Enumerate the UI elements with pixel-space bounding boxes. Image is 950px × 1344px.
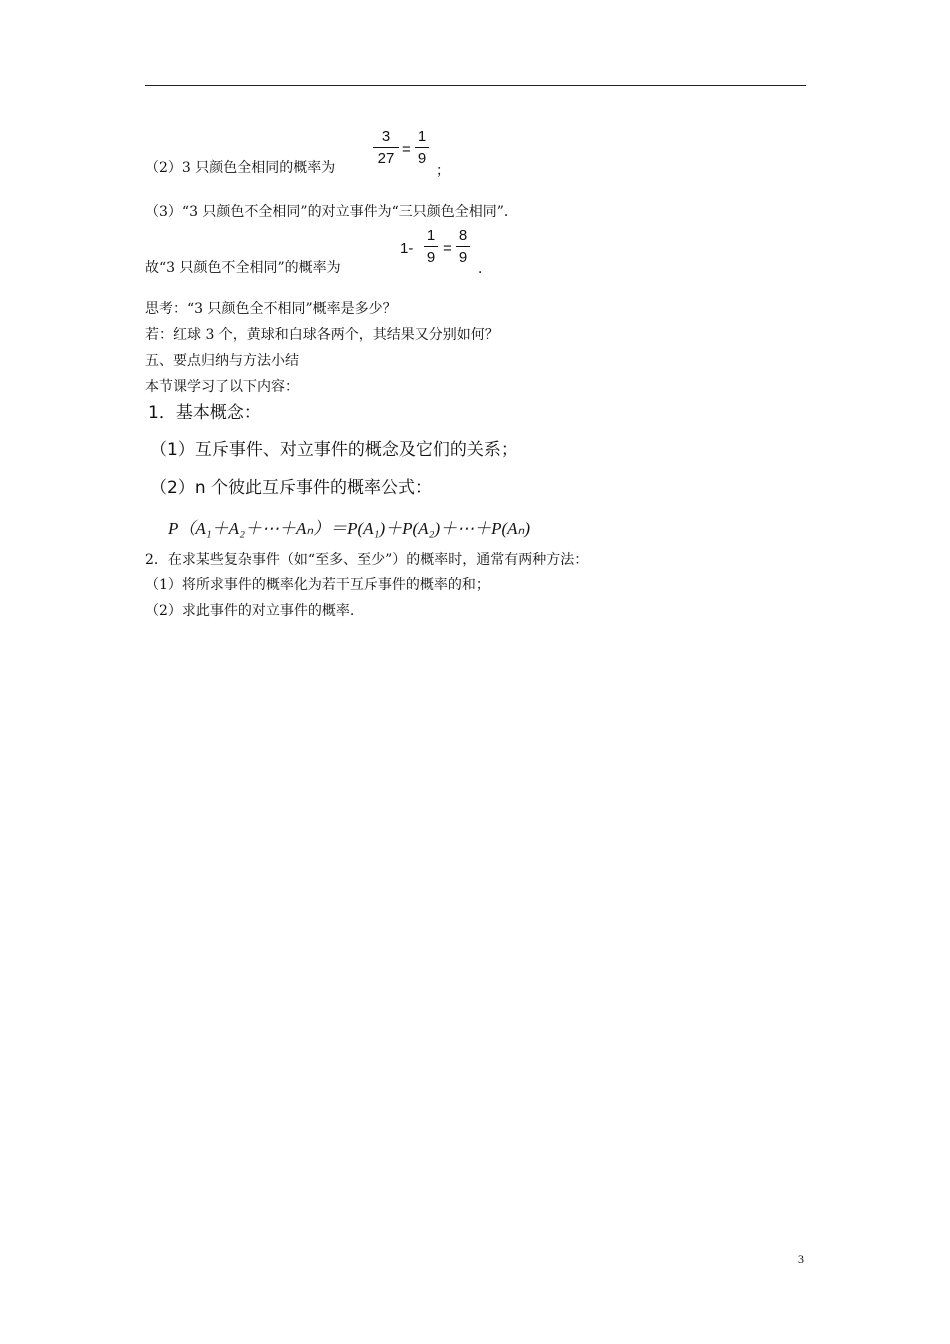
fraction-3-27 <box>373 128 399 167</box>
section-heading: 五、要点归纳与方法小结 <box>145 353 299 369</box>
fraction-bar <box>415 147 429 148</box>
header-rule <box>145 85 806 86</box>
numerator: 1 <box>426 227 436 244</box>
numerator: 3 <box>381 128 391 145</box>
text-line-3: 故“3 只颜色不全相同”的概率为 <box>145 260 341 276</box>
text-line-1: （2）3 只颜色全相同的概率为 <box>145 160 336 176</box>
equals-sign-2: = <box>443 240 452 257</box>
text-line-10: （2）求此事件的对立事件的概率. <box>145 603 355 619</box>
text-line-2: （3）“3 只颜色不全相同”的对立事件为“三只颜色全相同”． <box>145 204 518 220</box>
fraction-8-9 <box>456 227 470 266</box>
fraction-bar <box>456 246 470 247</box>
text-line-9: （1）将所求事件的概率化为若干互斥事件的概率的和； <box>145 577 490 593</box>
fraction-bar <box>373 147 399 148</box>
text-line-7: 本节课学习了以下内容： <box>145 379 299 395</box>
text-line-8: 2．在求某些复杂事件（如“至多、至少”）的概率时，通常有两种方法： <box>145 552 589 568</box>
denominator: 9 <box>417 150 427 167</box>
summary-item-1: 1．基本概念： <box>148 403 261 423</box>
fraction-bar <box>424 246 438 247</box>
denominator: 9 <box>426 249 436 266</box>
numerator: 8 <box>458 227 468 244</box>
text-line-5: 若：红球 3 个，黄球和白球各两个，其结果又分别如何？ <box>145 327 499 343</box>
numerator: 1 <box>417 128 427 145</box>
page-number: 3 <box>798 1252 804 1266</box>
equals-sign: = <box>402 141 411 158</box>
denominator: 27 <box>377 150 395 167</box>
summary-item-1-1: （1）互斥事件、对立事件的概念及它们的关系； <box>150 440 518 460</box>
summary-item-1-2: （2）n 个彼此互斥事件的概率公式： <box>150 478 432 498</box>
probability-formula: P（A₁＋A₂＋⋯＋Aₙ）＝P(A₁)＋P(A₂)＋⋯＋P(Aₙ) <box>168 519 530 538</box>
fraction-1-9-b <box>424 227 438 266</box>
fraction-1-9 <box>415 128 429 167</box>
text-line-4: 思考：“3 只颜色全不相同”概率是多少？ <box>145 301 397 317</box>
one-minus: 1- <box>400 240 414 257</box>
denominator: 9 <box>458 249 468 266</box>
semicolon: ； <box>436 163 450 179</box>
period: ． <box>478 261 492 277</box>
